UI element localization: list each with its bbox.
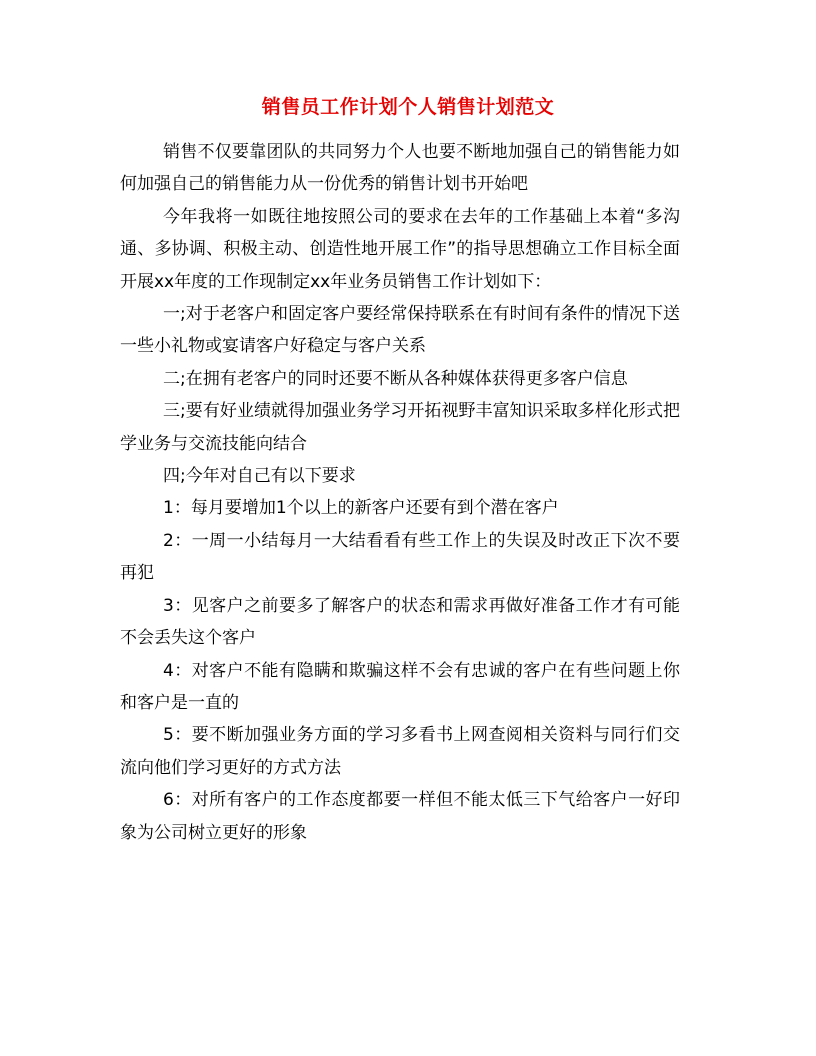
paragraph-requirement-1: 1：每月要增加1个以上的新客户还要有到个潜在客户 [163,498,559,519]
paragraph-guideline: 今年我将一如既往地按照公司的要求在去年的工作基础上本着“多沟通、多协调、积极主动、创造性地开展工作”的指导思想确立工作目标全面开展xx年度的工作现制定xx年业务员销售工作计划如下： [120,206,680,292]
paragraph-item-1: 一;对于老客户和固定客户要经常保持联系在有时间有条件的情况下送一些小礼物或宴请客户好稳定与客户关系 [120,304,680,357]
paragraph-item-2: 二;在拥有老客户的同时还要不断从各种媒体获得更多客户信息 [163,368,628,389]
paragraph-requirement-2: 2：一周一小结每月一大结看看有些工作上的失误及时改正下次不要再犯 [120,530,680,584]
paragraph-requirement-5: 5：要不断加强业务方面的学习多看书上网查阅相关资料与同行们交流向他们学习更好的方式方法 [120,725,680,778]
paragraph-item-3: 三;要有好业绩就得加强业务学习开拓视野丰富知识采取多样化形式把学业务与交流技能向结合 [120,401,680,454]
paragraph-item-4: 四;今年对自己有以下要求 [163,466,356,487]
paragraph-requirement-3: 3：见客户之前要多了解客户的状态和需求再做好准备工作才有可能不会丢失这个客户 [120,595,680,649]
paragraph-intro: 销售不仅要靠团队的共同努力个人也要不断地加强自己的销售能力如何加强自己的销售能力从一份优秀的销售计划书开始吧 [120,142,680,195]
document-body [120,136,680,849]
document-title: 销售员工作计划个人销售计划范文 [261,96,555,118]
paragraph-requirement-6: 6：对所有客户的工作态度都要一样但不能太低三下气给客户一好印象为公司树立更好的形象 [120,790,680,843]
paragraph-requirement-4: 4：对客户不能有隐瞒和欺骗这样不会有忠诚的客户在有些问题上你和客户是一直的 [120,660,680,713]
